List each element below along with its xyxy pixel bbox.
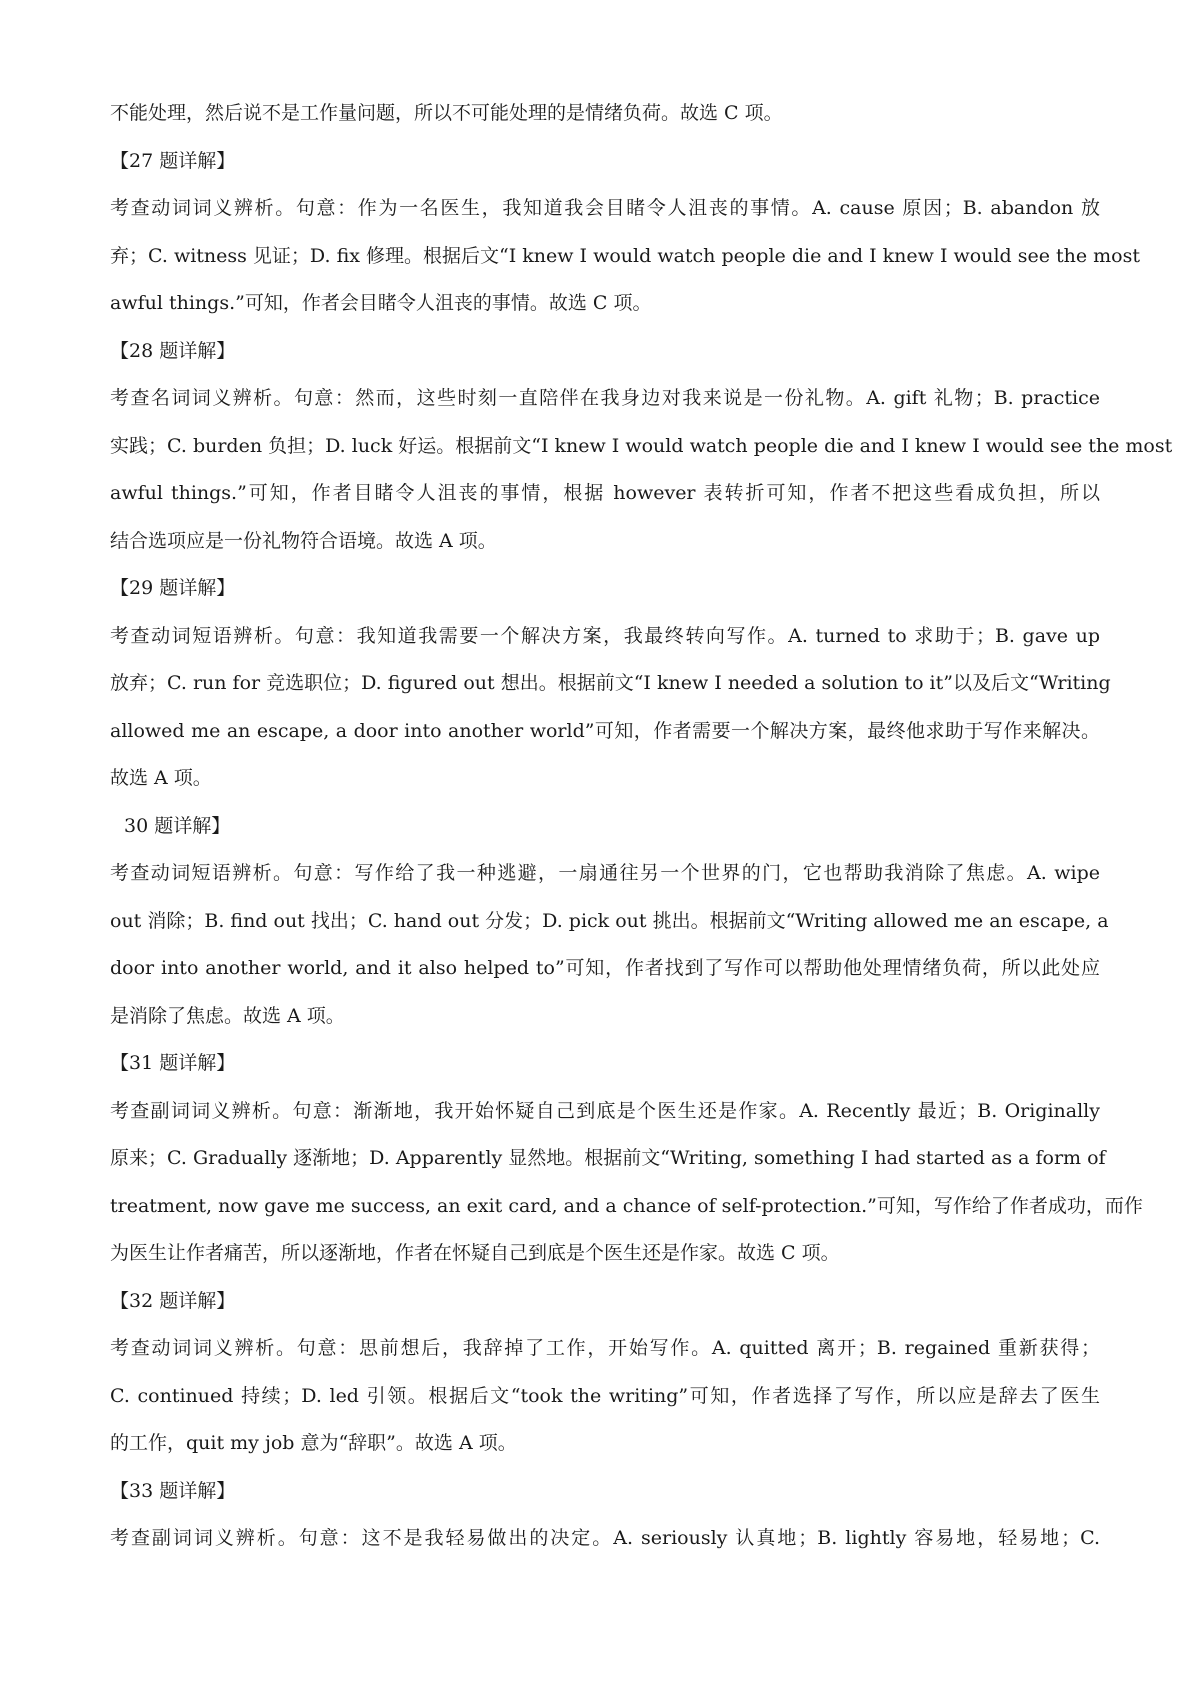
text-line: 不能处理，然后说不是工作量问题，所以不可能处理的是情绪负荷。故选 C 项。 <box>110 102 783 124</box>
document-page <box>110 90 1173 1563</box>
text-line: 考查动词词义辨析。句意：思前想后，我辞掉了工作，开始写作。A. quitted 离开；B. regained 重新获得； <box>110 1337 1100 1359</box>
paragraph <box>110 1088 1143 1278</box>
text-line: C. continued 持续；D. led 引领。根据后文“took the writing”可知，作者选择了写作，所以应是辞去了医生 <box>110 1384 1100 1407</box>
paragraph <box>110 185 1140 328</box>
paragraph <box>110 375 1173 565</box>
section-heading: 【32 题详解】 <box>110 1289 236 1312</box>
text-line: awful things.”可知，作者会目睹令人沮丧的事情。故选 C 项。 <box>110 292 652 314</box>
text-line: 故选 A 项。 <box>110 767 212 789</box>
text-line: treatment, now gave me success, an exit card, and a chance of self-protection.”可知，写作给了作者成功，而作 <box>110 1194 1143 1217</box>
section-heading: 【28 题详解】 <box>110 339 236 362</box>
text-line: out 消除；B. find out 找出；C. hand out 分发；D. pick out 挑出。根据前文“Writing allowed me an escape, a <box>110 909 1109 932</box>
section-heading: 【29 题详解】 <box>110 577 236 599</box>
text-line: 弃；C. witness 见证；D. fix 修理。根据后文“I knew I would watch people die and I knew I would see the most <box>110 244 1140 267</box>
section-heading: 【33 题详解】 <box>110 1479 236 1502</box>
text-line: 考查动词短语辨析。句意：我知道我需要一个解决方案，我最终转向写作。A. turned to 求助于；B. gave up <box>110 624 1100 647</box>
text-line: 结合选项应是一份礼物符合语境。故选 A 项。 <box>110 529 497 552</box>
text-line: 是消除了焦虑。故选 A 项。 <box>110 1004 345 1027</box>
paragraph <box>110 1325 1100 1468</box>
text-line: 考查动词词义辨析。句意：作为一名医生，我知道我会目睹令人沮丧的事情。A. cause 原因；B. abandon 放 <box>110 197 1100 219</box>
paragraph <box>110 850 1109 1040</box>
text-line: door into another world, and it also helped to”可知，作者找到了写作可以帮助他处理情绪负荷，所以此处应 <box>110 957 1100 979</box>
paragraph <box>110 1515 1100 1563</box>
text-line: allowed me an escape, a door into another world”可知，作者需要一个解决方案，最终他求助于写作来解决。 <box>110 719 1100 742</box>
section-heading: 30 题详解】 <box>124 814 231 837</box>
paragraph <box>110 613 1111 803</box>
text-line: 考查动词短语辨析。句意：写作给了我一种逃避，一扇通往另一个世界的门，它也帮助我消除了焦虑。A. wipe <box>110 862 1100 884</box>
text-line: awful things.”可知，作者目睹令人沮丧的事情，根据 however 表转折可知，作者不把这些看成负担，所以 <box>110 482 1100 504</box>
text-line: 的工作，quit my job 意为“辞职”。故选 A 项。 <box>110 1432 517 1454</box>
text-line: 实践；C. burden 负担；D. luck 好运。根据前文“I knew I would watch people die and I knew I would see the most <box>110 434 1173 457</box>
paragraph <box>110 90 1100 138</box>
section-heading: 【31 题详解】 <box>110 1052 236 1074</box>
text-line: 考查副词词义辨析。句意：这不是我轻易做出的决定。A. seriously 认真地；B. lightly 容易地，轻易地；C. <box>110 1527 1100 1549</box>
section-heading: 【27 题详解】 <box>110 149 236 172</box>
text-line: 考查副词词义辨析。句意：渐渐地，我开始怀疑自己到底是个医生还是作家。A. Recently 最近；B. Originally <box>110 1099 1100 1122</box>
text-line: 为医生让作者痛苦，所以逐渐地，作者在怀疑自己到底是个医生还是作家。故选 C 项。 <box>110 1242 840 1264</box>
text-line: 考查名词词义辨析。句意：然而，这些时刻一直陪伴在我身边对我来说是一份礼物。A. gift 礼物；B. practice <box>110 387 1100 409</box>
text-line: 原来；C. Gradually 逐渐地；D. Apparently 显然地。根据前文“Writing, something I had started as a form of <box>110 1147 1106 1169</box>
text-line: 放弃；C. run for 竞选职位；D. figured out 想出。根据前文“I knew I needed a solution to it”以及后文“Writing <box>110 672 1111 694</box>
